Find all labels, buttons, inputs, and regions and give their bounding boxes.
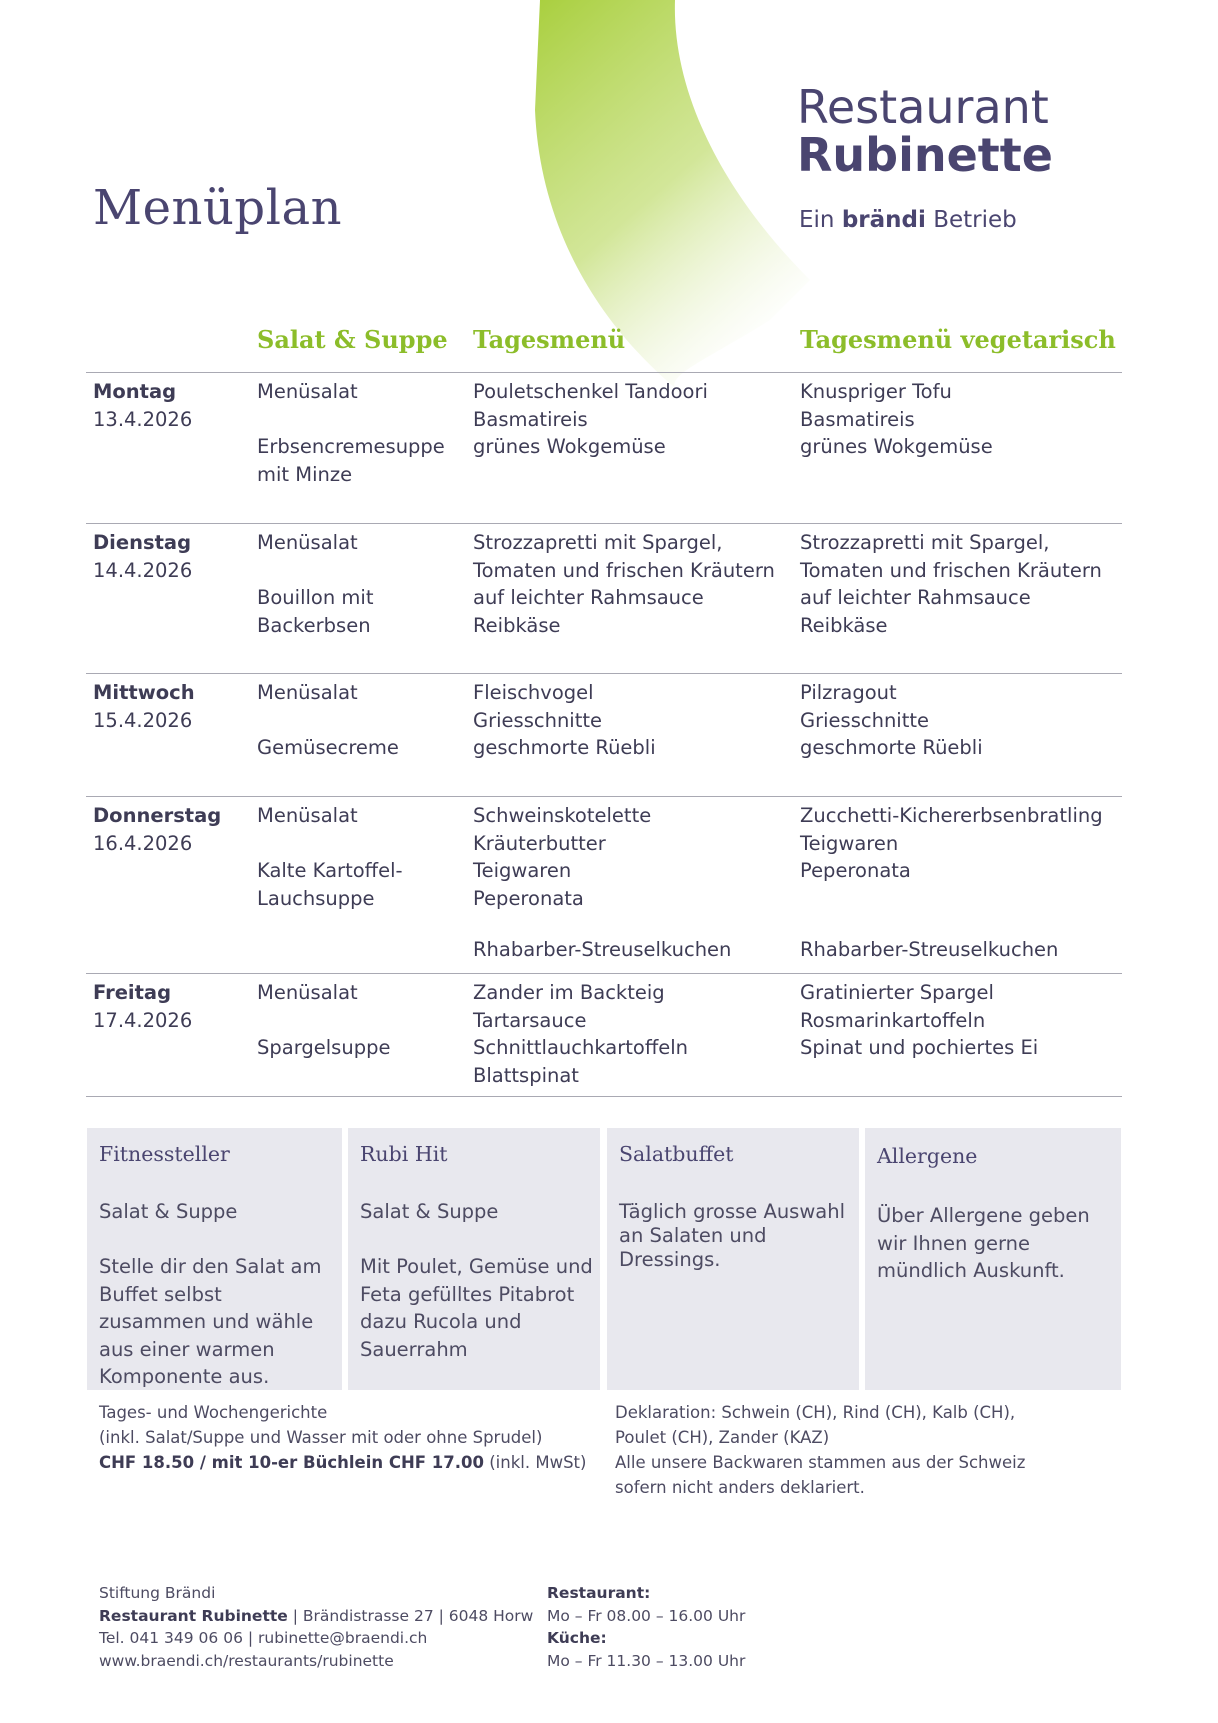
brand-line-restaurant: Restaurant <box>797 80 1049 134</box>
restaurant-hours: Mo – Fr 08.00 – 16.00 Uhr <box>547 1606 746 1625</box>
info-box-salatbuffet <box>607 1128 859 1390</box>
veg-item: auf leichter Rahmsauce <box>800 586 1031 609</box>
box-text: Täglich grosse Auswahl an Salaten und Dressings. <box>619 1200 846 1271</box>
soup-item: Lauchsuppe <box>257 886 375 910</box>
menu-item: Zander im Backteig <box>473 981 665 1004</box>
menu-item: Fleischvogel <box>473 681 594 704</box>
box-subtitle: Salat & Suppe <box>99 1200 238 1223</box>
menu-item: Tomaten und frischen Kräutern <box>473 558 775 582</box>
veg-item: Peperonata <box>800 859 911 882</box>
soup-item: Kalte Kartoffel- <box>257 859 403 882</box>
footer-contact: Tel. 041 349 06 06 | rubinette@braendi.ch <box>99 1629 428 1647</box>
box-text: Mit Poulet, Gemüse und Feta gefülltes Pitabrot dazu Rucola und Sauerrahm <box>360 1255 593 1361</box>
veg-item: Strozzapretti mit Spargel, <box>800 531 1050 554</box>
menu-item: Schweinskotelette <box>473 804 652 827</box>
soup-item: mit Minze <box>257 462 353 486</box>
veg-item: Knuspriger Tofu <box>800 380 952 403</box>
kitchen-hours-label: Küche: <box>547 1629 607 1647</box>
menu-item: Basmatireis <box>473 407 588 431</box>
soup-item: Menüsalat <box>257 804 358 827</box>
soup-item: Bouillon mit <box>257 586 374 609</box>
box-subtitle: Salat & Suppe <box>360 1200 499 1223</box>
menu-item: auf leichter Rahmsauce <box>473 586 704 609</box>
box-title: Rubi Hit <box>360 1142 448 1166</box>
veg-item: geschmorte Rüebli <box>800 736 983 759</box>
day-name: Freitag <box>93 981 172 1004</box>
menu-item: grünes Wokgemüse <box>473 435 666 458</box>
day-date: 15.4.2026 <box>93 708 193 732</box>
day-name: Mittwoch <box>93 681 195 704</box>
veg-item: grünes Wokgemüse <box>800 435 993 458</box>
soup-item: Menüsalat <box>257 681 358 704</box>
declaration-line: Poulet (CH), Zander (KAZ) <box>615 1428 830 1447</box>
box-title: Allergene <box>877 1144 978 1168</box>
menu-item: Strozzapretti mit Spargel, <box>473 531 723 554</box>
info-box-rubi-hit <box>348 1128 600 1390</box>
price-note-line: (inkl. Salat/Suppe und Wasser mit oder ohne Sprudel) <box>99 1428 543 1447</box>
declaration-line: Deklaration: Schwein (CH), Rind (CH), Kalb (CH), <box>615 1403 1016 1422</box>
divider <box>86 1096 1122 1097</box>
column-header-soup: Salat & Suppe <box>257 325 448 354</box>
declaration-note <box>615 1400 1025 1500</box>
veg-item: Zucchetti-Kichererbsenbratling <box>800 804 1103 827</box>
veg-item: Gratinierter Spargel <box>800 981 994 1004</box>
menu-item: Teigwaren <box>473 859 572 882</box>
divider <box>86 973 1122 974</box>
veg-item: Griesschnitte <box>800 708 930 732</box>
column-header-menu: Tagesmenü <box>473 325 626 354</box>
day-name: Dienstag <box>93 531 192 554</box>
box-title: Salatbuffet <box>619 1142 734 1166</box>
veg-item: Pilzragout <box>800 681 897 704</box>
day-date: 14.4.2026 <box>93 558 193 582</box>
brand-line-rubinette: Rubinette <box>797 128 1053 182</box>
menu-item: Pouletschenkel Tandoori <box>473 380 708 403</box>
column-header-vegetarian: Tagesmenü vegetarisch <box>800 325 1116 354</box>
divider <box>86 673 1122 674</box>
price-note-line: Tages- und Wochengerichte <box>99 1403 328 1422</box>
divider <box>86 796 1122 797</box>
footer-web: www.braendi.ch/restaurants/rubinette <box>99 1651 394 1670</box>
menu-item: Kräuterbutter <box>473 831 606 855</box>
price-line: CHF 18.50 / mit 10-er Büchlein CHF 17.00 (inkl. MwSt) <box>99 1453 587 1472</box>
day-date: 16.4.2026 <box>93 831 193 855</box>
declaration-line: sofern nicht anders deklariert. <box>615 1478 865 1497</box>
brand-tagline: Ein brändi Betrieb <box>799 207 1017 233</box>
day-name: Donnerstag <box>93 804 222 827</box>
restaurant-hours-label: Restaurant: <box>547 1584 651 1602</box>
footer-org: Stiftung Brändi <box>99 1584 216 1602</box>
box-title: Fitnessteller <box>99 1142 230 1166</box>
soup-item: Spargelsuppe <box>257 1036 391 1059</box>
box-text: Über Allergene geben wir Ihnen gerne mündlich Auskunft. <box>877 1204 1090 1282</box>
footer-name-line: Restaurant Rubinette | Brändistrasse 27 | 6048 Horw <box>99 1606 534 1625</box>
soup-item: Menüsalat <box>257 981 358 1004</box>
info-box-fitnessteller <box>87 1128 342 1390</box>
day-name: Montag <box>93 380 177 403</box>
veg-item: Teigwaren <box>800 831 899 855</box>
day-date: 13.4.2026 <box>93 407 193 431</box>
menu-item: Schnittlauchkartoffeln <box>473 1036 689 1059</box>
divider <box>86 372 1122 373</box>
footer-address <box>99 1582 533 1672</box>
veg-item: Spinat und pochiertes Ei <box>800 1036 1039 1059</box>
veg-item: Basmatireis <box>800 407 915 431</box>
declaration-line: Alle unsere Backwaren stammen aus der Schweiz <box>615 1453 1026 1472</box>
soup-item: Gemüsecreme <box>257 736 399 759</box>
soup-item: Erbsencremesuppe <box>257 435 445 458</box>
menu-item: geschmorte Rüebli <box>473 736 656 759</box>
soup-item: Backerbsen <box>257 613 371 637</box>
info-box-allergene <box>865 1128 1121 1390</box>
menu-item: Tartarsauce <box>473 1008 587 1032</box>
veg-item: Tomaten und frischen Kräutern <box>800 558 1102 582</box>
price-note <box>99 1400 586 1475</box>
menu-item: Reibkäse <box>473 613 561 637</box>
day-date: 17.4.2026 <box>93 1008 193 1032</box>
box-text: Stelle dir den Salat am Buffet selbst zusammen und wähle aus einer warmen Komponente aus. <box>99 1255 322 1388</box>
menu-item: Peperonata <box>473 886 584 910</box>
menu-item: Griesschnitte <box>473 708 603 732</box>
soup-item: Menüsalat <box>257 531 358 554</box>
dessert-item: Rhabarber-Streuselkuchen <box>800 937 1059 961</box>
kitchen-hours: Mo – Fr 11.30 – 13.00 Uhr <box>547 1651 746 1670</box>
footer-hours <box>547 1582 745 1672</box>
menu-item: Blattspinat <box>473 1063 579 1087</box>
divider <box>86 523 1122 524</box>
veg-item: Reibkäse <box>800 613 888 637</box>
veg-item: Rosmarinkartoffeln <box>800 1008 986 1032</box>
page-title: Menüplan <box>93 180 342 236</box>
dessert-item: Rhabarber-Streuselkuchen <box>473 937 732 961</box>
soup-item: Menüsalat <box>257 380 358 403</box>
